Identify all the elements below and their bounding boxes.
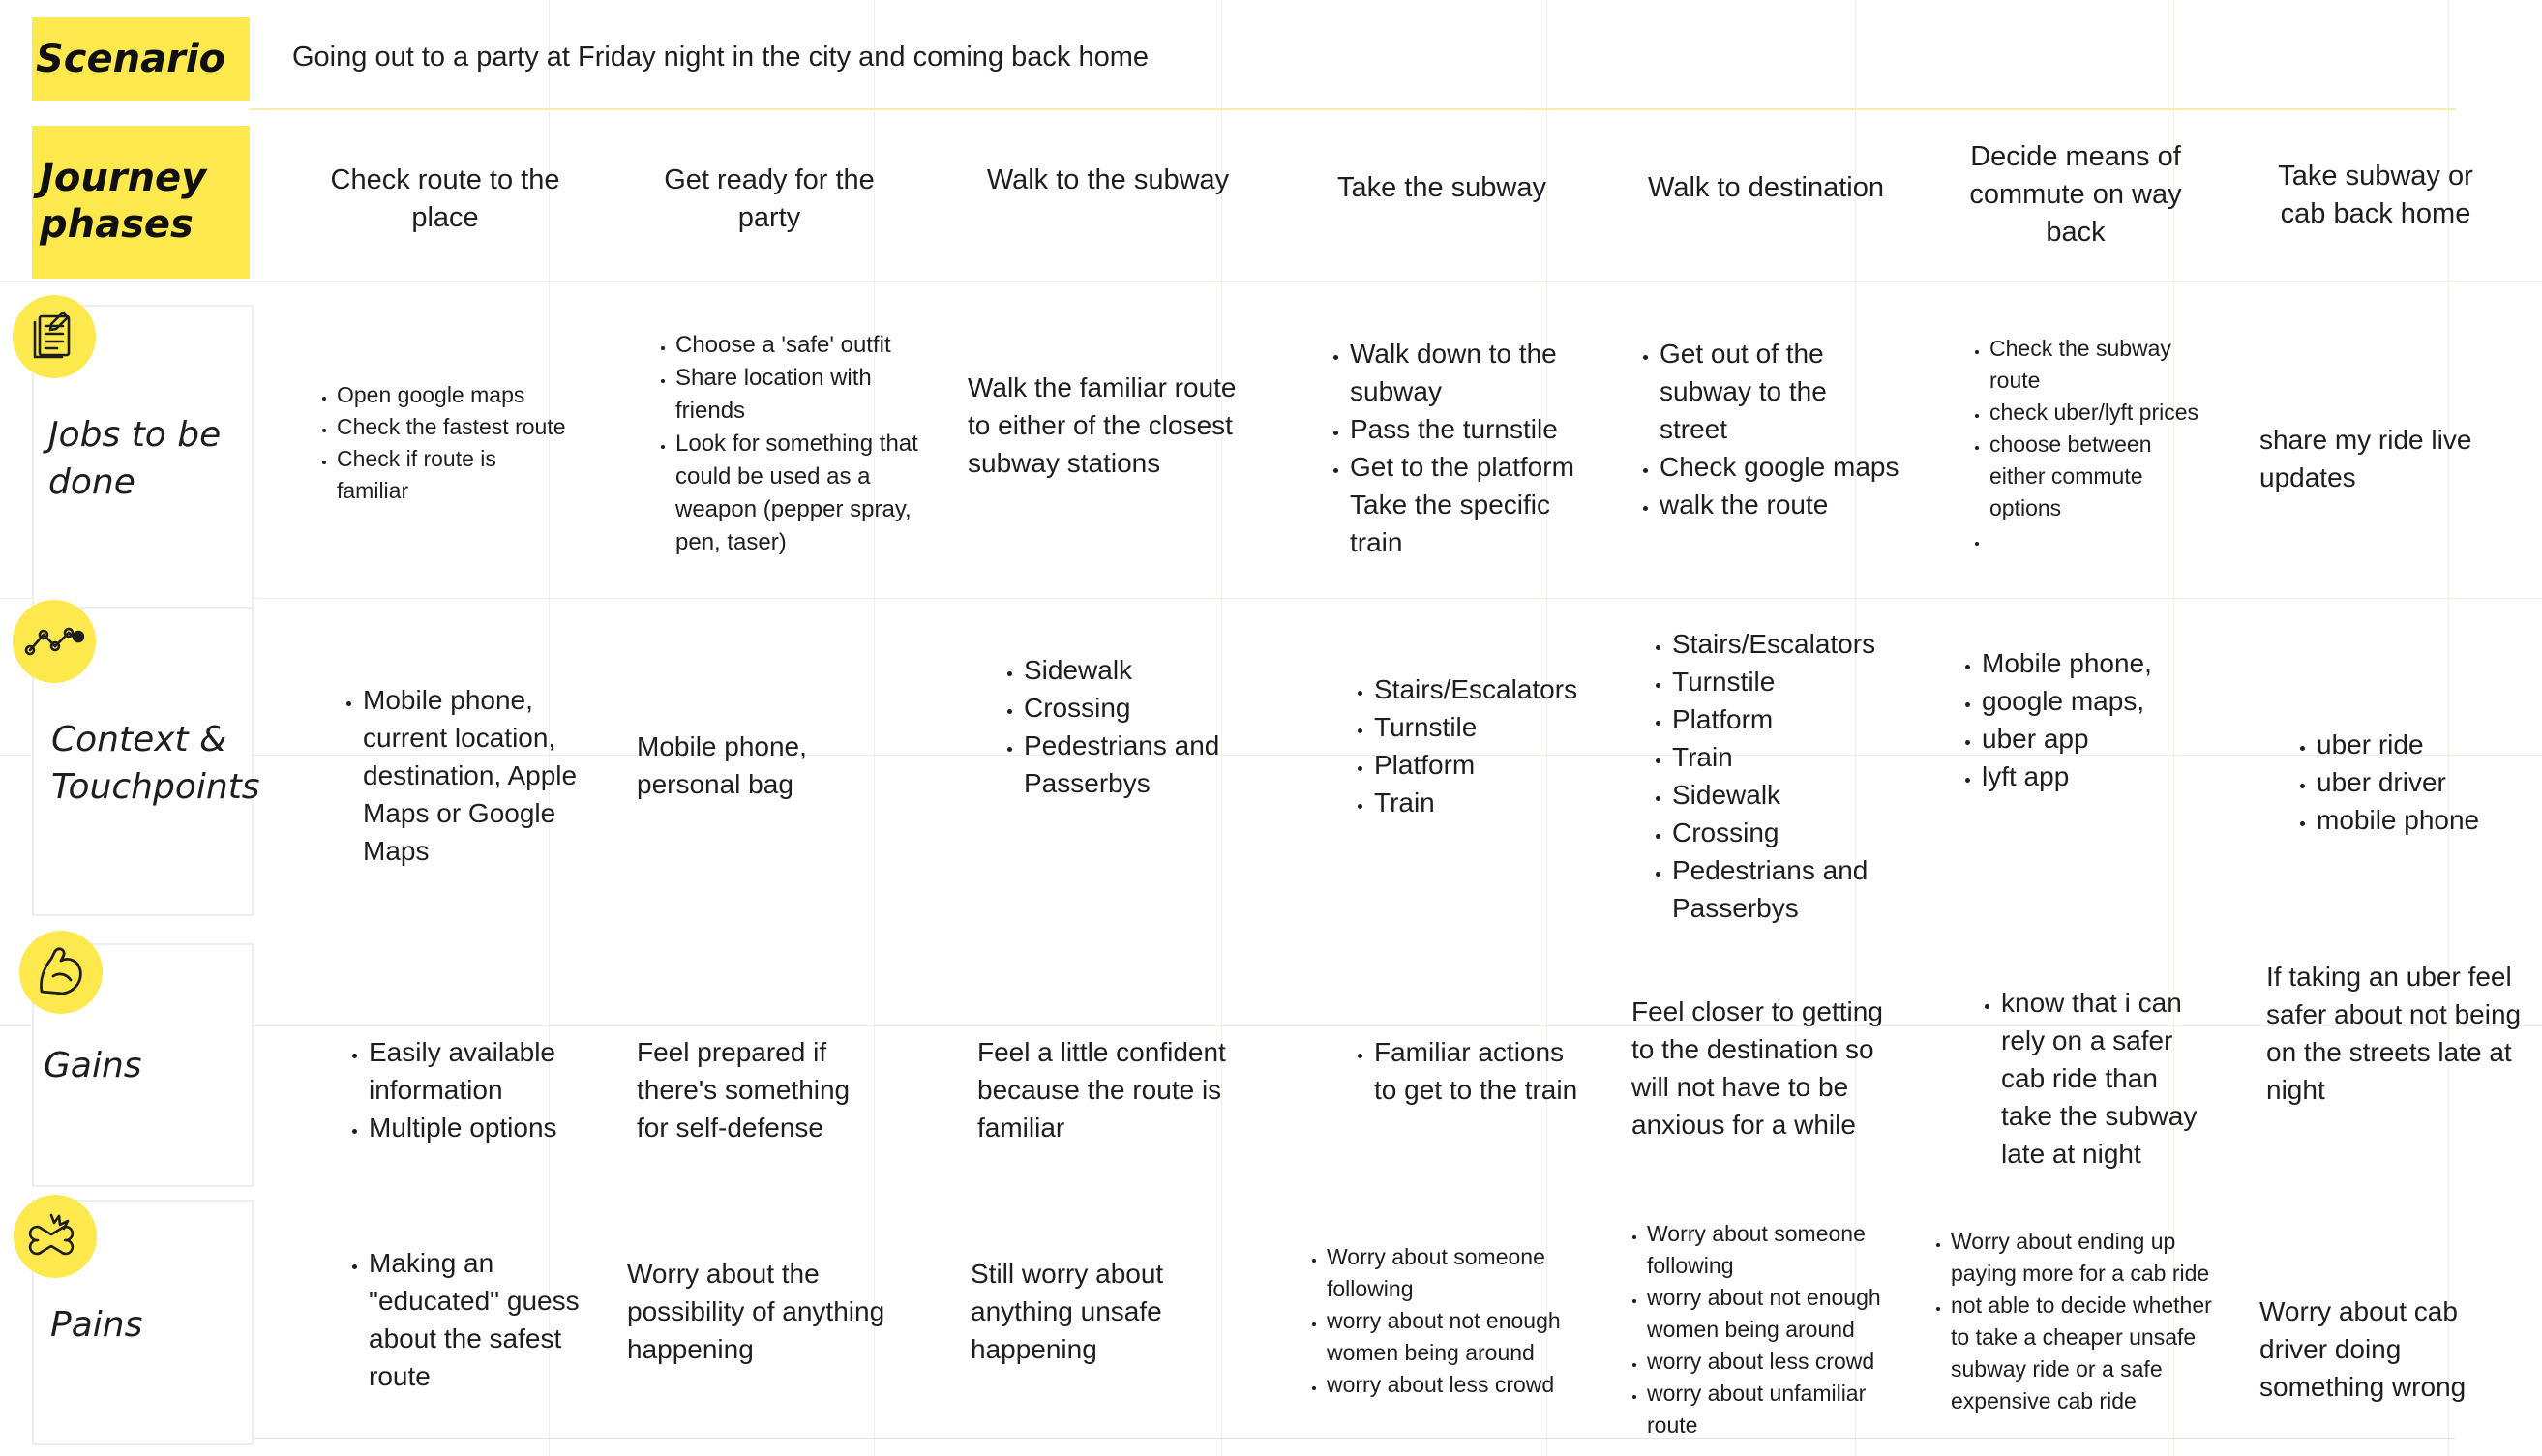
jobs-cell-4 (1321, 335, 1582, 561)
list-item: • Check the subway route (1989, 333, 2206, 397)
list-item: • Platform (1672, 700, 1914, 738)
pains-label: Pains (50, 1305, 143, 1345)
pains-cell-3 (971, 1255, 1241, 1368)
jobs-text: Walk the familiar route to either of the closest subway stations (968, 372, 1237, 478)
list-item: • worry about less crowd (1327, 1369, 1592, 1401)
context-cell-6 (1953, 644, 2204, 795)
list-item (1989, 524, 2206, 556)
list-item: • Sidewalk (1024, 651, 1266, 689)
list-item: • check uber/lyft prices (1989, 397, 2206, 429)
list-item: • Platform (1374, 746, 1597, 784)
bone-icon (14, 1195, 97, 1278)
list-item: • lyft app (1982, 758, 2204, 795)
phase-1: Check route to the place (330, 164, 560, 233)
pains-text: Worry about cab driver doing something wrong (2259, 1296, 2467, 1402)
list-item: • Easily available information (369, 1033, 591, 1109)
list-item: • Crossing (1672, 814, 1914, 851)
jobs-text: share my ride live updates (2259, 425, 2472, 492)
gains-cell-5 (1631, 993, 1912, 1144)
jobs-cell-3 (968, 369, 1258, 482)
gains-label: Gains (44, 1046, 142, 1085)
list-item: • Familiar actions to get to the train (1374, 1033, 1587, 1109)
jobs-cell-6 (1964, 333, 2206, 556)
list-item: • Pass the turnstile (1350, 410, 1582, 448)
list-item: • uber app (1982, 720, 2204, 758)
list-item: • mobile phone (2317, 801, 2520, 839)
list-item: • Turnstile (1672, 663, 1914, 700)
pains-text: Still worry about anything unsafe happening (971, 1259, 1164, 1364)
scenario-text: Going out to a party at Friday night in the city and coming back home (292, 42, 1149, 73)
jobs-cell-1 (312, 379, 573, 507)
list-item: • Worry about someone following (1327, 1241, 1592, 1305)
gains-cell-3 (977, 1033, 1248, 1146)
phase-4: Take the subway (1336, 172, 1546, 203)
phase-3: Walk to the subway (986, 164, 1230, 195)
list-item: • Walk down to the subway (1350, 335, 1582, 410)
pains-cell-7 (2259, 1293, 2501, 1406)
list-item: • Share location with friends (675, 362, 919, 428)
gains-cell-1 (340, 1033, 591, 1146)
gains-cell-4 (1345, 1033, 1587, 1109)
gains-text: If taking an uber feel safer about not being on the streets late at night (2266, 962, 2522, 1105)
context-label: Context & Touchpoints (51, 720, 260, 807)
list-item: • Mobile phone, (1982, 644, 2204, 682)
jobs-cell-7 (2259, 421, 2501, 496)
list-item: • walk the route (1660, 486, 1901, 523)
list-item: • Check the fastest route (337, 411, 573, 443)
context-cell-7 (2288, 726, 2520, 839)
list-item: • worry about unfamiliar route (1647, 1378, 1912, 1441)
bottom-divider (223, 1438, 2455, 1439)
list-item: • worry about less crowd (1647, 1346, 1912, 1378)
list-item: • Multiple options (369, 1109, 591, 1146)
flexed-arm-icon (19, 931, 103, 1014)
list-item: • Crossing (1024, 689, 1266, 727)
gains-cell-7 (2266, 958, 2527, 1109)
line-chart-icon (13, 600, 96, 683)
pains-cell-5 (1622, 1218, 1912, 1441)
notepad-icon (13, 295, 96, 378)
scenario-label: Scenario (32, 17, 250, 101)
context-cell-5 (1643, 625, 1914, 927)
list-item: • Mobile phone, current location, destination, Apple Maps or Google Maps (363, 681, 585, 870)
list-item: • Open google maps (337, 379, 573, 411)
list-item: • uber driver (2317, 763, 2520, 801)
list-item: • Choose a 'safe' outfit (675, 329, 919, 362)
list-item: • Worry about ending up paying more for a cab ride (1951, 1226, 2216, 1290)
context-text: Mobile phone, personal bag (637, 731, 807, 799)
pains-cell-6 (1926, 1226, 2216, 1417)
gains-text: Feel closer to getting to the destination so will not have to be anxious for a while (1631, 996, 1883, 1140)
list-item: • Stairs/Escalators (1672, 625, 1914, 663)
grid-line (0, 598, 2542, 599)
jobs-cell-2 (639, 329, 919, 559)
list-item: • Train (1672, 738, 1914, 776)
list-item: • Look for something that could be used as a weapon (pepper spray, pen, taser) (675, 428, 919, 559)
list-item: • Worry about someone following (1647, 1218, 1912, 1282)
phase-6: Decide means of commute on way back (1969, 141, 2182, 248)
gains-cell-2 (637, 1033, 888, 1146)
context-cell-3 (995, 651, 1266, 802)
list-item: • Check if route is familiar (337, 443, 573, 507)
gains-text: Feel a little confident because the route is familiar (977, 1037, 1226, 1143)
phase-2: Get ready for the party (664, 164, 875, 233)
list-item: • Pedestrians and Passerbys (1024, 727, 1266, 802)
grid-line (0, 281, 2542, 282)
pains-text: Worry about the possibility of anything happening (627, 1259, 885, 1364)
list-item: • Sidewalk (1672, 776, 1914, 814)
list-item: • Train (1374, 784, 1597, 821)
list-item: • Stairs/Escalators (1374, 670, 1597, 708)
gains-cell-6 (1972, 984, 2204, 1173)
list-item: • Pedestrians and Passerbys (1672, 851, 1914, 927)
phase-7: Take subway or cab back home (2278, 161, 2473, 229)
jobs-cell-5 (1630, 335, 1901, 523)
list-item: • google maps, (1982, 682, 2204, 720)
list-item: • know that i can rely on a safer cab ride than take the subway late at night (2001, 984, 2204, 1173)
phase-5: Walk to destination (1648, 172, 1884, 203)
context-cell-4 (1345, 670, 1597, 821)
scenario-underline (250, 108, 2456, 110)
pains-cell-1 (340, 1244, 591, 1395)
pains-cell-4 (1301, 1241, 1592, 1401)
gains-text: Feel prepared if there's something for self-defense (637, 1037, 851, 1143)
list-item: • Get out of the subway to the street (1660, 335, 1901, 448)
list-item: • Get to the platform Take the specific train (1350, 448, 1582, 561)
list-item: • uber ride (2317, 726, 2520, 763)
pains-cell-2 (627, 1255, 888, 1368)
list-item: • worry about not enough women being around (1647, 1282, 1912, 1346)
list-item: • Turnstile (1374, 708, 1597, 746)
journey-phases-label: Journey phases (32, 126, 250, 279)
jobs-label: Jobs to be done (48, 415, 222, 502)
list-item: • Making an "educated" guess about the safest route (369, 1244, 591, 1395)
list-item: • choose between either commute options (1989, 429, 2206, 524)
list-item: • worry about not enough women being around (1327, 1305, 1592, 1369)
list-item: • not able to decide whether to take a cheaper unsafe subway ride or a safe expensive cab ride (1951, 1290, 2216, 1417)
list-item: • Check google maps (1660, 448, 1901, 486)
context-cell-1 (334, 681, 585, 870)
context-cell-2 (637, 728, 879, 803)
